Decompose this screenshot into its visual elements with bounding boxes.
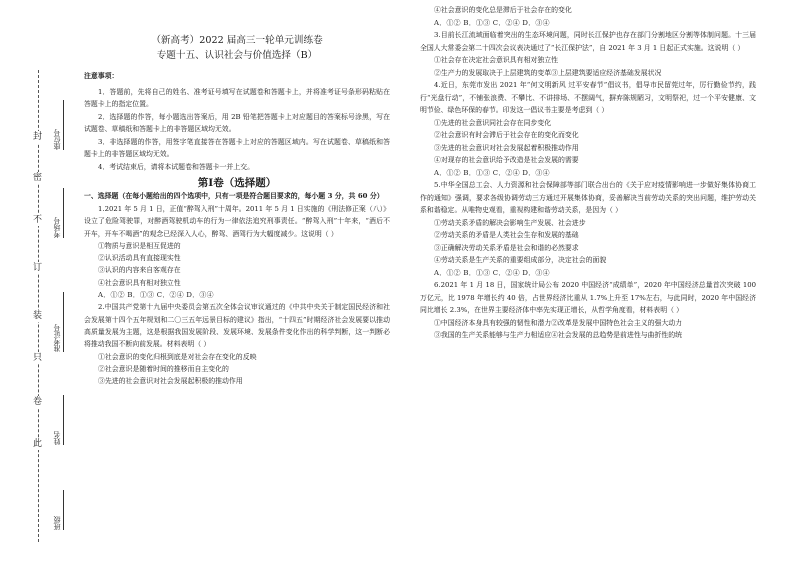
question-option: ④劳动关系是生产关系的重要组成部分，决定社会的面貌 <box>434 256 607 264</box>
question-option: ③先进的社会意识对社会发展起着积极推动作用 <box>434 143 579 152</box>
cut-char: 此 <box>33 439 43 449</box>
name-field: 姓名 <box>53 395 64 445</box>
cut-char: 不 <box>33 215 43 225</box>
exam-room-field: 考场号 <box>53 188 64 238</box>
notice-item: 1．答题前，先将自己的姓名、准考证号填写在试题卷和答题卡上，并将准考证号条形码粘贴在答题卡上的指定位置。 <box>84 88 390 108</box>
cut-char: 封 <box>33 132 43 142</box>
admission-number-field: 准考证号 <box>53 292 64 352</box>
question-option: ②社会意识有时会滞后于社会存在的变化而变化 <box>434 131 579 139</box>
question-option: ①中国经济本身具有较强的韧性和潜力②改革是发展中国特色社会主义的强大动力 <box>434 318 683 327</box>
question-option: ①物质与意识是相互促进的 <box>98 241 181 250</box>
question-option: ③正确解决劳动关系矛盾是社会和谐的必然要求 <box>434 243 579 252</box>
answer-choices: A．①② B．①③ C．②④ D．③④ <box>434 268 550 277</box>
question-option: ③我国的生产关系能够与生产力相适应④社会发展的总趋势是前进性与曲折性的统 <box>434 331 683 339</box>
cut-char: 装 <box>33 311 43 321</box>
question-option: ③先进的社会意识对社会发展起积极的推动作用 <box>98 377 243 386</box>
cut-char: 只 <box>33 353 43 363</box>
question-option: ②认识活动具有直接现实性 <box>98 254 181 263</box>
question-stem: 3.目前长江流域面临着突出的生态环境问题，同时长江保护也存在部门分割地区分割等体制问题。十三届全国人大常委会第二十四次会议表决通过了“长江保护法”，自 2021 年 3 月 1 日起正式实施。这说明（ ） <box>420 31 756 52</box>
notice-item: 3．非选择题的作答，用签字笔直接答在答题卡上对应的答题区域内。写在试题卷、草稿纸和答题卡上的非答题区域均无效。 <box>84 138 390 158</box>
right-column <box>420 4 756 342</box>
cut-char: 密 <box>33 173 43 183</box>
question-option: ④社会意识的变化总是滞后于社会存在的变化 <box>434 6 572 14</box>
notice-heading: 注意事项： <box>84 72 119 80</box>
left-column <box>84 0 390 387</box>
answer-choices: A．①② B．①③ C．②④ D．③④ <box>434 168 550 177</box>
question-option: ④社会意识具有相对独立性 <box>98 278 181 287</box>
question-option: ①先进的社会意识同社会存在同步变化 <box>434 118 552 127</box>
cut-char: 订 <box>33 263 43 273</box>
exam-title: （新高考）2022 届高三一轮单元训练卷 <box>151 35 323 46</box>
question-stem: 6.2021 年 1 月 18 日，国家统计局公布 2020 中国经济“成绩单”，2020 年中国经济总量首次突破 100 万亿元，比 1978 年增长约 40 倍，占世界经济比重从 1.7%上升至 17%左右，与此同时，2020 年中国经济同比增长 2.3%，在世界主要经济体中率先实现正增长，从哲学角度看，材料表明（ ） <box>420 281 756 314</box>
part-heading: 一、选择题（在每小题给出的四个选项中，只有一项是符合题目要求的，每小题 3 分，共 60 分） <box>84 192 384 200</box>
answer-choices: A．①② B．①③ C．②④ D．③④ <box>434 18 550 27</box>
question-stem: 5.中华全国总工会、人力资源和社会保障部等部门联合出台的《关于应对疫情影响进一步做好集体协商工作的通知》强调，要求各级协调劳动三方通过开展集体协商，妥善解决当前劳动关系的突出问题，维护劳动关系和谐稳定。从唯物史观看，重视构建和谐劳动关系，是因为（ ） <box>420 181 756 214</box>
exam-subtitle: 专题十五、认识社会与价值选择（B） <box>156 50 318 61</box>
cut-char: 卷 <box>33 397 43 407</box>
section-title: 第Ⅰ卷（选择题） <box>197 177 277 189</box>
question-option: ①社会存在决定社会意识具有相对独立性 <box>434 56 559 64</box>
question-option: ④对现存的社会意识给予改造是社会发展的需要 <box>434 156 579 164</box>
question-option: ①社会意识的变化归根到底是对社会存在变化的反映 <box>98 352 257 361</box>
question-option: ①劳动关系矛盾的解决会影响生产发展、社会进步 <box>434 218 586 227</box>
notice-item: 4．考试结束后，请将本试题卷和答题卡一并上交。 <box>98 163 254 171</box>
question-option: ②社会意识是随着时间的推移而自主变化的 <box>98 364 229 373</box>
question-stem: 4.近日，东莞市发出 2021 年“何文明新风 过平安春节”倡议书，倡导市民留莞过年，厉行勤俭节约，践行“光盘行动”，不铺张浪费、不攀比、不讲排场、不摆阔气，摒弃陈规陋习，文明祭祀，过一个平安健康、文明节俭、绿色环保的春节。印发这一倡议书主要是考虑到（ ） <box>420 81 756 114</box>
question-option: ②劳动关系的矛盾是人类社会生存和发展的基础 <box>434 231 579 239</box>
binding-margin <box>0 0 72 562</box>
answer-choices: A．①② B．①③ C．②④ D．③④ <box>98 291 214 300</box>
notice-item: 2．选择题的作答，每小题选出答案后，用 2B 铅笔把答题卡上对应题目的答案标号涂黑，写在试题卷、草稿纸和答题卡上的非答题区域均无效。 <box>84 113 390 133</box>
question-stem: 2.中国共产党第十九届中央委员会第五次全体会议审议通过的《中共中央关于制定国民经济和社会发展第十四个五年规划和二〇三五年远景目标的建议》指出，“十四五”时期经济社会发展要以推动高质量发展为主题，这是根据我国发展阶段、发展环境、发展条件变化作出的科学判断，这一判断必将推动我国不断向前发展。材料表明（ ） <box>84 303 390 349</box>
question-option: ③认识的内容来自客观存在 <box>98 266 181 275</box>
seat-number-field: 座位号 <box>53 100 64 150</box>
question-stem: 1.2021 年 5 月 1 日，正值“醉驾入刑”十周年。2011 年 5 月 1 日实施的《刑法修正案（八）》设立了危险驾驶罪，对醉酒驾驶机动车的行为一律依法追究刑事责任。“醉驾入刑”十年来，“酒后不开车，开车不喝酒”的观念已经深入人心，醉驾、酒驾行为大幅度减少。这说明（ ） <box>84 205 390 238</box>
question-option: ②生产力的发展取决于上层建筑的变革③上层建筑要适应经济基础发展状况 <box>434 68 662 77</box>
class-field: 班级 <box>53 490 64 530</box>
